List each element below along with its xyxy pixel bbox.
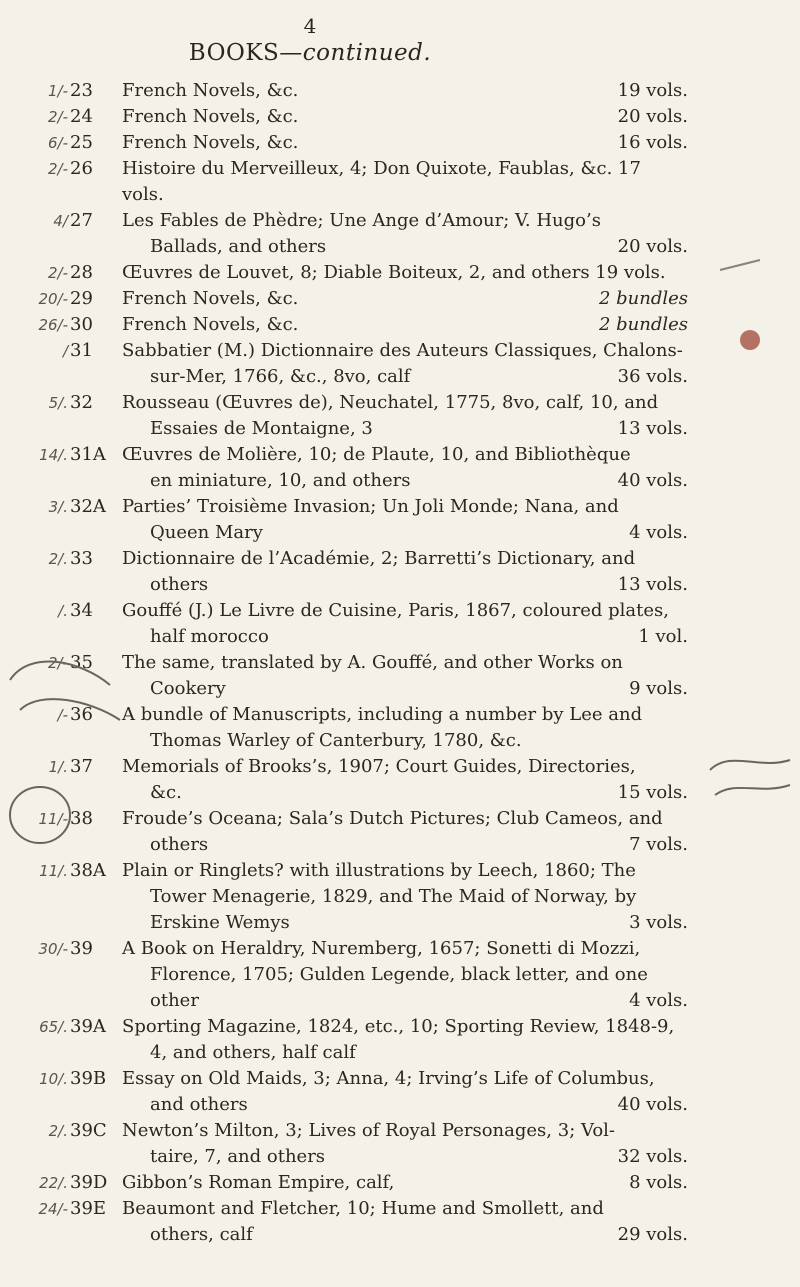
lot-description	[122, 312, 688, 338]
lot-number: 25	[70, 132, 93, 153]
lot-line	[122, 858, 688, 884]
lot-price-annotation: 3/.	[48, 498, 68, 516]
lot-quantity: 13 vols.	[617, 574, 688, 595]
lot-number: 29	[70, 288, 93, 309]
lot-line-text: Sabbatier (M.) Dictionnaire des Auteurs Classiques, Chalons-	[122, 340, 683, 361]
lot-quantity: 20 vols.	[617, 106, 688, 127]
lot-quantity: 20 vols.	[617, 236, 688, 257]
lot-line-text: others	[150, 574, 209, 595]
lot-number: 36	[70, 704, 93, 725]
lot-price-annotation: /-	[57, 706, 68, 724]
lot-line-text: Plain or Ringlets? with illustrations by Leech, 1860; The	[122, 860, 636, 881]
lot-price-annotation: 11/.	[39, 862, 68, 880]
lot-price-annotation: 14/.	[39, 446, 68, 464]
lot-line	[122, 780, 688, 806]
lot-line	[122, 832, 688, 858]
lot-entry	[0, 338, 700, 390]
lot-line-text: Thomas Warley of Canterbury, 1780, &c.	[150, 730, 522, 751]
lot-line-text: Memorials of Brooks’s, 1907; Court Guides, Directories,	[122, 756, 636, 777]
lot-quantity: 2 bundles	[598, 314, 688, 335]
lot-description	[122, 442, 688, 494]
lot-entry	[0, 390, 700, 442]
lot-number: 32A	[70, 496, 106, 517]
lot-price-annotation: 22/.	[39, 1174, 68, 1192]
lot-line	[122, 702, 688, 728]
lot-number: 39	[70, 938, 93, 959]
lot-description	[122, 338, 688, 390]
lot-line-text: Dictionnaire de l’Académie, 2; Barretti’s Dictionary, and	[122, 548, 636, 569]
lot-price-annotation: 6/-	[47, 134, 68, 152]
lot-description	[122, 260, 688, 286]
lot-description	[122, 858, 688, 936]
lot-line	[122, 1222, 688, 1248]
lot-line	[122, 936, 688, 962]
lot-line	[122, 234, 688, 260]
lot-line-text: Ballads, and others	[150, 236, 327, 257]
lot-line-text: Queen Mary	[150, 522, 263, 543]
lot-line-text: A Book on Heraldry, Nuremberg, 1657; Sonetti di Mozzi,	[122, 938, 641, 959]
lot-number: 24	[70, 106, 93, 127]
lot-quantity: 1 vol.	[638, 626, 688, 647]
lot-price-annotation: 2/.	[48, 550, 68, 568]
lot-quantity: 2 bundles	[598, 288, 688, 309]
lot-line-text: 4, and others, half calf	[150, 1042, 356, 1063]
lot-line	[122, 624, 688, 650]
lot-line-text: Parties’ Troisième Invasion; Un Joli Monde; Nana, and	[122, 496, 619, 517]
lot-line	[122, 884, 688, 910]
lot-number: 39B	[70, 1068, 107, 1089]
lot-price-annotation: 26/-	[38, 316, 68, 334]
lot-description	[122, 650, 688, 702]
lot-quantity: 16 vols.	[617, 132, 688, 153]
lot-line	[122, 416, 688, 442]
lot-line-text: Cookery	[150, 678, 226, 699]
lot-price-annotation: /.	[58, 602, 68, 620]
lot-entry	[0, 598, 700, 650]
lot-line-text: Rousseau (Œuvres de), Neuchatel, 1775, 8vo, calf, 10, and	[122, 392, 659, 413]
lot-line	[122, 208, 688, 234]
lot-number: 39A	[70, 1016, 106, 1037]
lot-entry	[0, 208, 700, 260]
lot-quantity: 40 vols.	[617, 1094, 688, 1115]
lot-line-text: Essaies de Montaigne, 3	[150, 418, 373, 439]
lot-line-text: French Novels, &c.	[122, 132, 299, 153]
lot-line	[122, 104, 688, 130]
lot-entry	[0, 1196, 700, 1248]
lot-line-text: others, calf	[150, 1224, 253, 1245]
lot-entry	[0, 78, 700, 104]
lot-price-annotation: 10/.	[39, 1070, 68, 1088]
lot-line-text: A bundle of Manuscripts, including a number by Lee and	[122, 704, 643, 725]
lot-description	[122, 390, 688, 442]
lot-entry	[0, 156, 700, 208]
lot-line-text: Les Fables de Phèdre; Une Ange d’Amour; V. Hugo’s	[122, 210, 601, 231]
lot-number: 26	[70, 158, 93, 179]
lot-quantity: 29 vols.	[617, 1224, 688, 1245]
lot-entry	[0, 936, 700, 1014]
lot-price-annotation: 5/.	[48, 394, 68, 412]
lot-line	[122, 1066, 688, 1092]
lot-number: 39C	[70, 1120, 107, 1141]
page-heading	[0, 40, 620, 66]
lot-line	[122, 676, 688, 702]
lot-line-text: Sporting Magazine, 1824, etc., 10; Sporting Review, 1848-9,	[122, 1016, 675, 1037]
lot-entry	[0, 312, 700, 338]
lot-number: 32	[70, 392, 93, 413]
lot-entry	[0, 650, 700, 702]
lot-quantity: 7 vols.	[629, 834, 688, 855]
lot-entry	[0, 1118, 700, 1170]
lot-price-annotation: 2/-	[47, 160, 68, 178]
lot-number: 28	[70, 262, 93, 283]
handwritten-scrawl-right	[700, 250, 800, 830]
lot-line-text: The same, translated by A. Gouffé, and other Works on	[122, 652, 623, 673]
lot-description	[122, 754, 688, 806]
lot-description	[122, 936, 688, 1014]
lot-line-text: sur-Mer, 1766, &c., 8vo, calf	[150, 366, 411, 387]
lot-number: 39D	[70, 1172, 108, 1193]
lot-line-text: Newton’s Milton, 3; Lives of Royal Personages, 3; Vol-	[122, 1120, 615, 1141]
lot-description	[122, 208, 688, 260]
lot-price-annotation: 24/-	[38, 1200, 68, 1218]
lot-line	[122, 1092, 688, 1118]
lot-line	[122, 1118, 688, 1144]
lot-quantity: 3 vols.	[629, 912, 688, 933]
lot-line-text: half morocco	[150, 626, 269, 647]
lot-line-text: and others	[150, 1094, 248, 1115]
lot-line-text: other	[150, 990, 199, 1011]
lot-quantity: 40 vols.	[617, 470, 688, 491]
lot-line	[122, 728, 688, 754]
lot-number: 38	[70, 808, 93, 829]
lot-line-text: French Novels, &c.	[122, 106, 299, 127]
lot-description	[122, 286, 688, 312]
lot-line-text: Froude’s Oceana; Sala’s Dutch Pictures; Club Cameos, and	[122, 808, 663, 829]
lot-line-text: Œuvres de Molière, 10; de Plaute, 10, and Bibliothèque	[122, 444, 631, 465]
lot-line-text: Erskine Wemys	[150, 912, 290, 933]
lot-number: 31	[70, 340, 93, 361]
lot-line-text: Histoire du Merveilleux, 4; Don Quixote, Faublas, &c. 17 vols.	[122, 158, 641, 205]
lot-entry	[0, 806, 700, 858]
lot-line-text: Gouffé (J.) Le Livre de Cuisine, Paris, 1867, coloured plates,	[122, 600, 669, 621]
lot-number: 23	[70, 80, 93, 101]
lot-description	[122, 78, 688, 104]
lot-line	[122, 598, 688, 624]
lot-number: 37	[70, 756, 93, 777]
lot-description	[122, 702, 688, 754]
lot-line	[122, 1014, 688, 1040]
lot-line	[122, 910, 688, 936]
lot-line	[122, 1144, 688, 1170]
lot-price-annotation: 1/.	[48, 758, 68, 776]
lot-list	[0, 78, 700, 1248]
lot-entry	[0, 286, 700, 312]
lot-line	[122, 754, 688, 780]
lot-price-annotation: 2/-	[47, 264, 68, 282]
lot-description	[122, 1170, 688, 1196]
lot-quantity: 36 vols.	[617, 366, 688, 387]
lot-number: 38A	[70, 860, 106, 881]
lot-price-annotation: 1/-	[47, 82, 68, 100]
lot-price-annotation: 11/-	[38, 810, 68, 828]
lot-line	[122, 442, 688, 468]
lot-number: 34	[70, 600, 93, 621]
lot-quantity: 4 vols.	[629, 522, 688, 543]
lot-line-text: Beaumont and Fletcher, 10; Hume and Smollett, and	[122, 1198, 604, 1219]
lot-line	[122, 156, 688, 208]
lot-line	[122, 468, 688, 494]
lot-line-text: Gibbon’s Roman Empire, calf,	[122, 1172, 395, 1193]
lot-price-annotation: 2/-	[47, 108, 68, 126]
lot-line	[122, 546, 688, 572]
lot-line	[122, 78, 688, 104]
lot-line	[122, 1196, 688, 1222]
lot-line	[122, 494, 688, 520]
lot-entry	[0, 754, 700, 806]
lot-line	[122, 1170, 688, 1196]
page-number: 4	[303, 14, 317, 38]
lot-number: 27	[70, 210, 93, 231]
lot-price-annotation: 20/-	[38, 290, 68, 308]
lot-number: 35	[70, 652, 93, 673]
lot-number: 39E	[70, 1198, 107, 1219]
lot-description	[122, 806, 688, 858]
lot-line-text: en miniature, 10, and others	[150, 470, 411, 491]
lot-line	[122, 650, 688, 676]
lot-description	[122, 598, 688, 650]
lot-line	[122, 130, 688, 156]
lot-line	[122, 572, 688, 598]
lot-entry	[0, 546, 700, 598]
lot-line-text: others	[150, 834, 209, 855]
lot-quantity: 19 vols.	[617, 80, 688, 101]
lot-entry	[0, 1066, 700, 1118]
lot-description	[122, 130, 688, 156]
lot-price-annotation: 2/.	[48, 1122, 68, 1140]
lot-description	[122, 1066, 688, 1118]
lot-price-annotation: 2/-	[47, 654, 68, 672]
lot-number: 31A	[70, 444, 106, 465]
lot-description	[122, 104, 688, 130]
lot-entry	[0, 494, 700, 546]
lot-line	[122, 520, 688, 546]
lot-line	[122, 806, 688, 832]
lot-price-annotation: 30/-	[38, 940, 68, 958]
lot-description	[122, 546, 688, 598]
lot-line-text: Œuvres de Louvet, 8; Diable Boiteux, 2, and others 19 vols.	[122, 262, 666, 283]
lot-entry	[0, 858, 700, 936]
lot-line	[122, 260, 688, 286]
lot-line	[122, 988, 688, 1014]
lot-entry	[0, 702, 700, 754]
lot-description	[122, 1196, 688, 1248]
lot-entry	[0, 130, 700, 156]
lot-line	[122, 1040, 688, 1066]
lot-line-text: &c.	[150, 782, 182, 803]
lot-entry	[0, 1170, 700, 1196]
lot-entry	[0, 442, 700, 494]
lot-number: 30	[70, 314, 93, 335]
lot-line-text: Florence, 1705; Gulden Legende, black letter, and one	[150, 964, 648, 985]
lot-description	[122, 1118, 688, 1170]
lot-line	[122, 390, 688, 416]
lot-description	[122, 494, 688, 546]
lot-entry	[0, 104, 700, 130]
lot-line	[122, 364, 688, 390]
lot-number: 33	[70, 548, 93, 569]
lot-line	[122, 338, 688, 364]
lot-line-text: French Novels, &c.	[122, 314, 299, 335]
lot-entry	[0, 260, 700, 286]
lot-description	[122, 156, 688, 208]
lot-line	[122, 312, 688, 338]
lot-entry	[0, 1014, 700, 1066]
lot-price-annotation: 65/.	[39, 1018, 68, 1036]
lot-line-text: Essay on Old Maids, 3; Anna, 4; Irving’s Life of Columbus,	[122, 1068, 655, 1089]
lot-line-text: French Novels, &c.	[122, 288, 299, 309]
lot-quantity: 32 vols.	[617, 1146, 688, 1167]
lot-quantity: 4 vols.	[629, 990, 688, 1011]
lot-quantity: 9 vols.	[629, 678, 688, 699]
lot-line-text: French Novels, &c.	[122, 80, 299, 101]
lot-line-text: Tower Menagerie, 1829, and The Maid of Norway, by	[150, 886, 637, 907]
heading-title: BOOKS	[188, 40, 280, 66]
heading-continued: —continued.	[279, 40, 432, 66]
lot-line	[122, 962, 688, 988]
lot-quantity: 8 vols.	[629, 1172, 688, 1193]
lot-line-text: taire, 7, and others	[150, 1146, 326, 1167]
lot-line	[122, 286, 688, 312]
lot-price-annotation: /	[62, 342, 68, 360]
lot-quantity: 13 vols.	[617, 418, 688, 439]
lot-description	[122, 1014, 688, 1066]
lot-quantity: 15 vols.	[617, 782, 688, 803]
lot-price-annotation: 4/	[53, 212, 68, 230]
